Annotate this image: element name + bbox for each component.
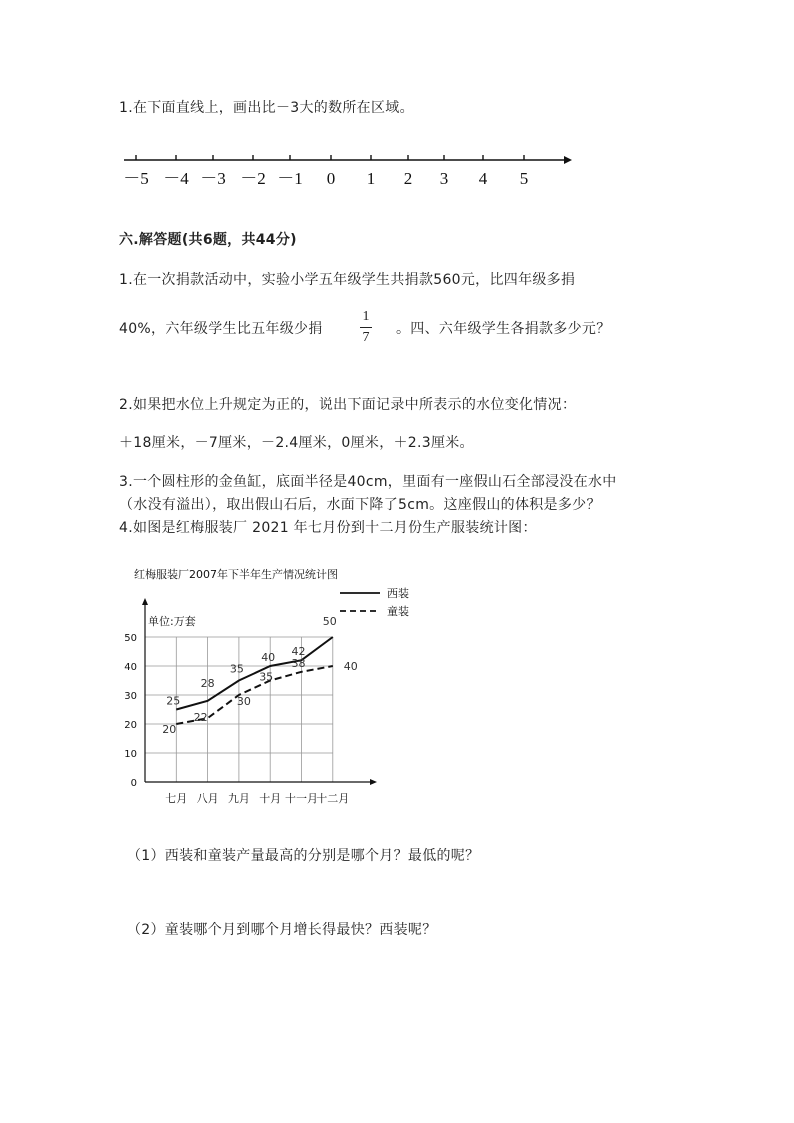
x-tick-label: 八月 (196, 792, 219, 805)
data-label-kids: 20 (162, 723, 177, 736)
q3-line1: 3.一个圆柱形的金鱼缸，底面半径是40cm，里面有一座假山石全部浸没在水中 (119, 474, 617, 490)
fraction-one-seventh (358, 309, 374, 346)
x-tick-label: 九月 (227, 792, 250, 805)
fraction-numerator: 1 (362, 309, 370, 324)
x-tick-label: 十二月 (316, 792, 350, 805)
y-tick-label: 0 (130, 778, 137, 789)
x-tick-label: 十月 (259, 792, 282, 805)
number-line-label: －1 (277, 169, 303, 188)
data-label-suits: 40 (261, 651, 276, 664)
fraction-denominator: 7 (362, 330, 370, 345)
number-line-label: 4 (478, 169, 488, 188)
data-label-suits: 28 (200, 676, 215, 690)
number-line-label: 3 (439, 169, 449, 188)
q1-line2-pre: 40%，六年级学生比五年级少捐 (119, 321, 323, 337)
legend-label-kids: 童装 (387, 605, 409, 618)
data-label-suits: 25 (166, 694, 181, 708)
q1-line1: 1.在一次捐款活动中，实验小学五年级学生共捐款560元，比四年级多捐 (119, 272, 576, 288)
y-tick-label: 50 (124, 633, 137, 644)
number-line-label: 0 (326, 169, 336, 188)
q1-line2-post: 。四、六年级学生各捐款多少元？ (396, 321, 611, 337)
q3-line2: （水没有溢出），取出假山石后，水面下降了5cm。这座假山的体积是多少？ (119, 497, 601, 513)
chart-title: 红梅服装厂2007年下半年生产情况统计图 (134, 568, 338, 581)
y-tick-label: 30 (124, 691, 137, 702)
legend-label-suits: 西装 (387, 587, 409, 600)
x-tick-label: 七月 (165, 792, 188, 805)
y-tick-label: 20 (124, 720, 137, 731)
q4-line1: 4.如图是红梅服装厂 2021 年七月份到十二月份生产服装统计图： (119, 520, 537, 536)
sub-question-2: （2）童装哪个月到哪个月增长得最快？西装呢？ (127, 922, 437, 938)
y-tick-label: 10 (124, 749, 137, 760)
chart-unit-label: 单位:万套 (148, 615, 196, 628)
sub-question-1: （1）西装和童装产量最高的分别是哪个月？最低的呢？ (127, 848, 480, 864)
data-label-kids: 38 (291, 656, 306, 670)
data-label-suits: 42 (291, 645, 306, 659)
q2-line1: 2.如果把水位上升规定为正的，说出下面记录中所表示的水位变化情况： (119, 397, 577, 413)
q5-item1-text: 1.在下面直线上，画出比－3大的数所在区域。 (119, 100, 414, 116)
production-line-chart (110, 560, 409, 810)
number-line (118, 146, 578, 192)
number-line-label: 2 (403, 169, 413, 188)
number-line-label: －3 (200, 169, 226, 188)
number-line-label: 1 (366, 169, 376, 188)
q2-line2: ＋18厘米，－7厘米，－2.4厘米，0厘米，＋2.3厘米。 (119, 435, 474, 451)
y-tick-label: 40 (124, 662, 137, 673)
y-axis-arrow (142, 598, 148, 605)
number-line-label: －4 (163, 169, 189, 188)
data-label-kids: 35 (259, 670, 274, 684)
section6-heading: 六.解答题(共6题，共44分) (119, 232, 297, 248)
data-label-kids: 22 (193, 711, 208, 725)
data-label-suits: 35 (229, 662, 244, 676)
x-tick-label: 十一月 (285, 792, 318, 805)
x-axis-arrow (370, 779, 377, 785)
data-label-suits: 50 (322, 615, 337, 628)
number-line-label: －5 (123, 169, 149, 188)
number-line-label: －2 (240, 169, 266, 188)
number-line-label: 5 (519, 169, 529, 188)
data-label-kids: 30 (236, 695, 251, 708)
data-label-kids: 40 (343, 660, 358, 673)
series-line-suits (176, 637, 332, 710)
